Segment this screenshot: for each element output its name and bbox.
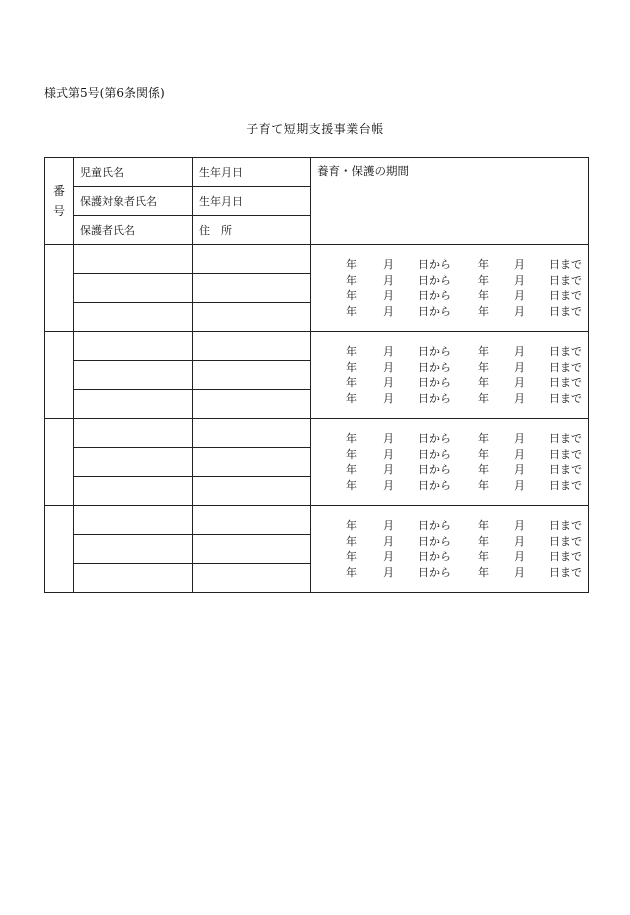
period-header: 養育・保護の期間 bbox=[311, 158, 589, 245]
table-row bbox=[45, 419, 589, 448]
entry-number-cell[interactable] bbox=[45, 419, 74, 506]
period-line: 年 月 日から 年 月 日まで bbox=[346, 345, 582, 358]
period-cell[interactable] bbox=[311, 506, 589, 593]
period-line: 年 月 日から 年 月 日まで bbox=[346, 304, 582, 318]
guardian-name-cell[interactable] bbox=[74, 303, 193, 332]
child-name-cell[interactable] bbox=[74, 245, 193, 274]
protected-birthdate-cell[interactable] bbox=[193, 535, 311, 564]
period-line: 年 月 日から 年 月 日まで bbox=[346, 447, 582, 461]
period-line: 年 月 日から 年 月 日まで bbox=[346, 565, 582, 579]
period-lines bbox=[311, 344, 588, 406]
table-row bbox=[45, 332, 589, 361]
protected-name-header: 保護対象者氏名 bbox=[74, 187, 193, 216]
table-row bbox=[45, 245, 589, 274]
ledger-table bbox=[44, 157, 589, 593]
guardian-name-cell[interactable] bbox=[74, 390, 193, 419]
child-birthdate-cell[interactable] bbox=[193, 332, 311, 361]
number-header bbox=[45, 158, 74, 245]
period-line: 年 月 日から 年 月 日まで bbox=[346, 534, 582, 548]
child-name-cell[interactable] bbox=[74, 506, 193, 535]
entry-number-cell[interactable] bbox=[45, 245, 74, 332]
document-title: 子育て短期支援事業台帳 bbox=[246, 122, 384, 136]
child-name-cell[interactable] bbox=[74, 419, 193, 448]
address-cell[interactable] bbox=[193, 390, 311, 419]
guardian-name-cell[interactable] bbox=[74, 564, 193, 593]
protected-name-cell[interactable] bbox=[74, 448, 193, 477]
period-line: 年 月 日から 年 月 日まで bbox=[346, 360, 582, 374]
protected-birthdate-cell[interactable] bbox=[193, 448, 311, 477]
period-line: 年 月 日から 年 月 日まで bbox=[346, 391, 582, 405]
protected-name-cell[interactable] bbox=[74, 535, 193, 564]
period-lines bbox=[311, 257, 588, 319]
child-birthdate-cell[interactable] bbox=[193, 419, 311, 448]
child-birthdate-cell[interactable] bbox=[193, 245, 311, 274]
protected-birthdate-cell[interactable] bbox=[193, 361, 311, 390]
period-line: 年 月 日から 年 月 日まで bbox=[346, 550, 582, 563]
protected-birthdate-header: 生年月日 bbox=[193, 187, 311, 216]
period-line: 年 月 日から 年 月 日まで bbox=[346, 463, 582, 476]
entry-number-cell[interactable] bbox=[45, 506, 74, 593]
period-cell[interactable] bbox=[311, 419, 589, 506]
period-line: 年 月 日から 年 月 日まで bbox=[346, 519, 582, 532]
child-name-header: 児童氏名 bbox=[74, 158, 193, 187]
period-cell[interactable] bbox=[311, 245, 589, 332]
guardian-name-cell[interactable] bbox=[74, 477, 193, 506]
period-lines bbox=[311, 431, 588, 493]
address-header: 住 所 bbox=[193, 216, 311, 245]
period-line: 年 月 日から 年 月 日まで bbox=[346, 258, 582, 271]
period-line: 年 月 日から 年 月 日まで bbox=[346, 289, 582, 302]
period-line: 年 月 日から 年 月 日まで bbox=[346, 376, 582, 389]
protected-name-cell[interactable] bbox=[74, 361, 193, 390]
address-cell[interactable] bbox=[193, 477, 311, 506]
period-cell[interactable] bbox=[311, 332, 589, 419]
child-birthdate-cell[interactable] bbox=[193, 506, 311, 535]
guardian-name-header: 保護者氏名 bbox=[74, 216, 193, 245]
period-line: 年 月 日から 年 月 日まで bbox=[346, 478, 582, 492]
period-line: 年 月 日から 年 月 日まで bbox=[346, 273, 582, 287]
entry-number-cell[interactable] bbox=[45, 332, 74, 419]
address-cell[interactable] bbox=[193, 303, 311, 332]
period-line: 年 月 日から 年 月 日まで bbox=[346, 432, 582, 445]
header-row bbox=[45, 158, 589, 187]
protected-name-cell[interactable] bbox=[74, 274, 193, 303]
child-birthdate-header: 生年月日 bbox=[193, 158, 311, 187]
table-row bbox=[45, 506, 589, 535]
form-number: 様式第5号(第6条関係) bbox=[44, 86, 165, 100]
number-header-label: 番 号 bbox=[53, 184, 66, 218]
period-lines bbox=[311, 518, 588, 580]
child-name-cell[interactable] bbox=[74, 332, 193, 361]
protected-birthdate-cell[interactable] bbox=[193, 274, 311, 303]
address-cell[interactable] bbox=[193, 564, 311, 593]
